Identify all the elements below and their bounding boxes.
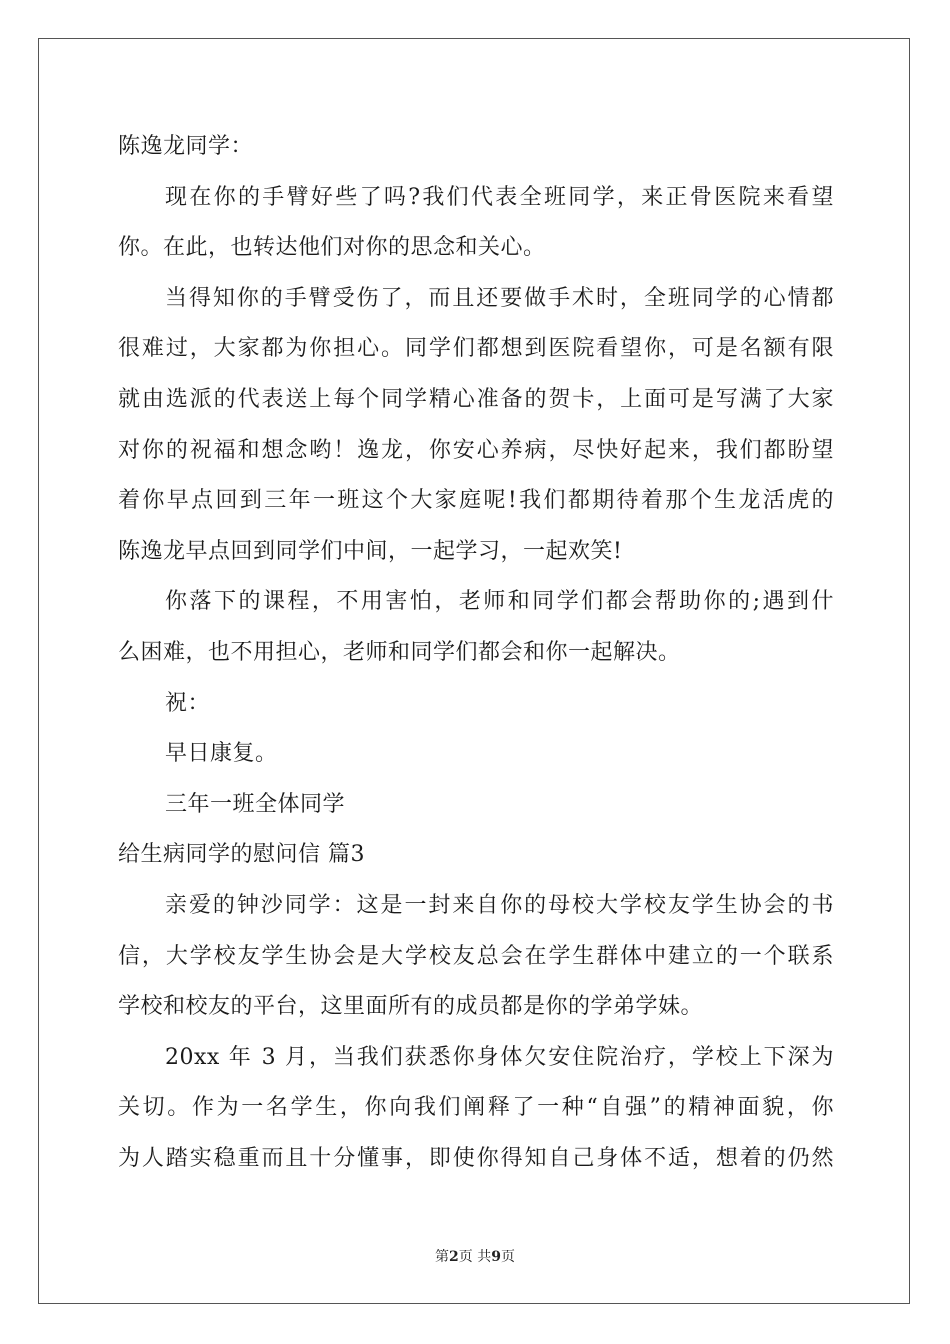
total-page-number: 9	[491, 1249, 501, 1265]
text-line: 你。在此，也转达他们对你的思念和关心。	[118, 235, 546, 261]
footer-prefix: 第	[435, 1249, 450, 1265]
text-line: 关切。作为一名学生，你向我们阐释了一种“自强”的精神面貌，你	[118, 1095, 834, 1121]
text-line: 你落下的课程，不用害怕，老师和同学们都会帮助你的;遇到什	[165, 589, 834, 615]
text-line: 为人踏实稳重而且十分懂事，即使你得知自己身体不适，想着的仍然	[118, 1145, 834, 1171]
text-line: 亲爱的钟沙同学：这是一封来自你的母校大学校友学生协会的书	[165, 892, 834, 918]
text-line: 当得知你的手臂受伤了，而且还要做手术时，全班同学的心情都	[165, 285, 834, 311]
text-line: 很难过，大家都为你担心。同学们都想到医院看望你，可是名额有限	[118, 336, 834, 362]
text-line: 20xx 年 3 月，当我们获悉你身体欠安住院治疗，学校上下深为	[165, 1044, 834, 1070]
text-line: 陈逸龙同学：	[118, 134, 254, 159]
letter-body	[118, 122, 834, 1184]
text-line: 对你的祝福和想念哟！逸龙，你安心养病，尽快好起来，我们都盼望	[118, 437, 834, 463]
text-line: 陈逸龙早点回到同学们中间，一起学习，一起欢笑!	[118, 538, 623, 564]
text-line: 着你早点回到三年一班这个大家庭呢!我们都期待着那个生龙活虎的	[118, 488, 834, 514]
text-line: 现在你的手臂好些了吗?我们代表全班同学，来正骨医院来看望	[165, 184, 834, 210]
text-line: 么困难，也不用担心，老师和同学们都会和你一起解决。	[118, 639, 681, 665]
wish-line: 早日康复。	[165, 741, 278, 767]
footer-mid: 页 共	[458, 1249, 492, 1265]
current-page-number: 2	[449, 1249, 459, 1265]
salutation-line: 祝：	[165, 690, 211, 716]
section-heading: 给生病同学的慰问信 篇3	[118, 842, 365, 868]
text-line: 就由选派的代表送上每个同学精心准备的贺卡，上面可是写满了大家	[118, 386, 834, 412]
signature-line: 三年一班全体同学	[165, 791, 346, 817]
page-footer	[0, 1246, 950, 1266]
text-line: 学校和校友的平台，这里面所有的成员都是你的学弟学妹。	[118, 994, 704, 1020]
footer-suffix: 页	[500, 1249, 515, 1265]
text-line: 信，大学校友学生协会是大学校友总会在学生群体中建立的一个联系	[118, 943, 834, 969]
